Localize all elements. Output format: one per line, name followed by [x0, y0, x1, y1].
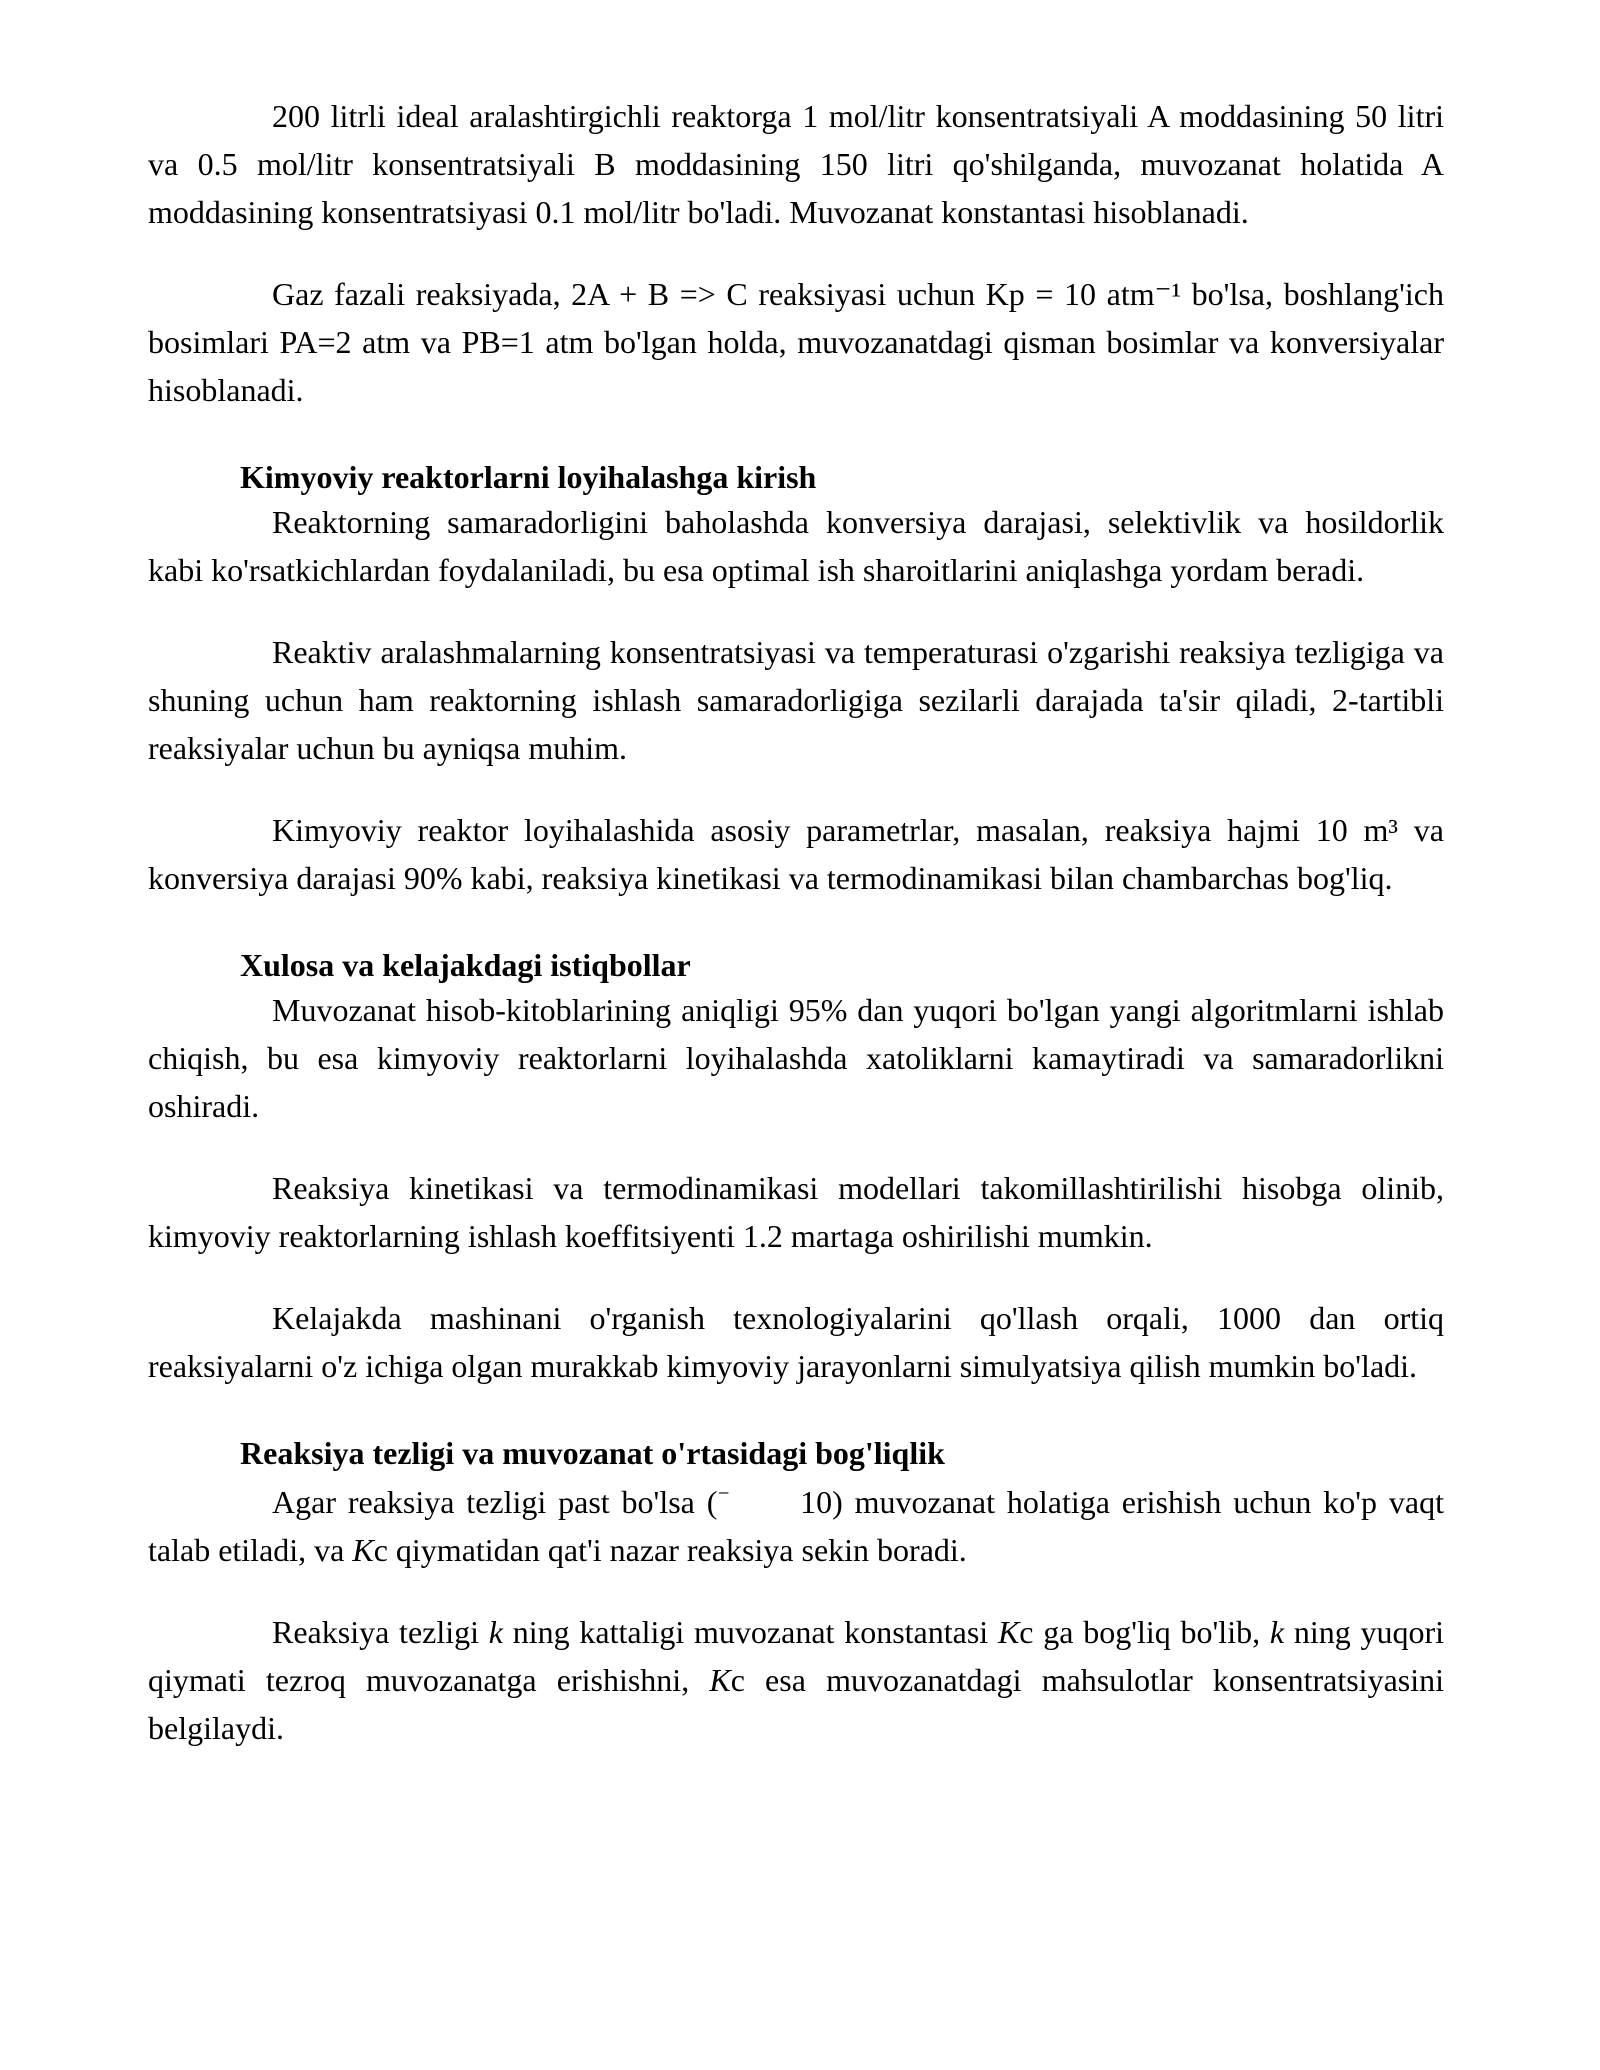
- paragraph-slow-rate: [148, 1474, 1444, 1574]
- section-heading-conclusion: Xulosa va kelajakdagi istiqbollar: [240, 947, 691, 983]
- section-heading-rate-equilibrium: Reaksiya tezligi va muvozanat o'rtasidagi bog'liqlik: [240, 1435, 945, 1471]
- paragraph-models: Reaksiya kinetikasi va termodinamikasi modellari takomillashtirilishi hisobga olinib, kimyoviy reaktorlarning ishlash koeffitsiyenti 1.2 martaga oshirilishi mumkin.: [148, 1170, 1444, 1254]
- exponent-value: 10: [800, 1484, 833, 1520]
- paragraph-algorithms: Muvozanat hisob-kitoblarining aniqligi 95% dan yuqori bo'lgan yangi algoritmlarni ishlab chiqish, bu esa kimyoviy reaktorlarni loyihalashda xatoliklarni kamaytiradi va samaradorlikni oshiradi.: [148, 992, 1444, 1124]
- text-run: c esa muvozanatdagi mahsulotlar konsentratsiyasini belgilaydi.: [148, 1662, 1445, 1746]
- paragraph-gas-phase-problem: Gaz fazali reaksiyada, 2A + B => C reaksiyasi uchun Kp = 10 atm⁻¹ bo'lsa, boshlang'ich bosimlari PA=2 atm va PB=1 atm bo'lgan holda, muvozanatdagi qisman bosimlar va konversiyalar hisoblanadi.: [148, 276, 1444, 408]
- kc-symbol: K: [352, 1532, 374, 1568]
- text-run: c ga bog'liq bo'lib,: [1019, 1614, 1270, 1650]
- text-run: Agar reaksiya tezligi past bo'lsa (: [272, 1484, 718, 1520]
- kc-symbol: K: [709, 1662, 731, 1698]
- section-heading-reactor-design: Kimyoviy reaktorlarni loyihalashga kirish: [240, 459, 817, 495]
- paragraph-concentration-temperature: Reaktiv aralashmalarning konsentratsiyasi va temperaturasi o'zgarishi reaksiya tezligiga va shuning uchun ham reaktorning ishlash samaradorligiga sezilarli darajada ta'sir qiladi, 2-tartibli reaksiyalar uchun bu ayniqsa muhim.: [148, 634, 1444, 766]
- paragraph-reactor-problem: 200 litrli ideal aralashtirgichli reaktorga 1 mol/litr konsentratsiyali A moddasining 50 litri va 0.5 mol/litr konsentratsiyali B moddasining 150 litri qo'shilganda, muvozanat holatida A moddasining konsentratsiyasi 0.1 mol/litr bo'ladi. Muvozanat konstantasi hisoblanadi.: [148, 98, 1444, 230]
- text-run: ) muvozanat holatiga erishish uchun ko'p vaqt talab etiladi, va: [148, 1484, 1445, 1568]
- text-column: [148, 92, 1444, 1752]
- paragraph-rate-constant: [148, 1608, 1444, 1752]
- text-run: ning yuqori qiymati tezroq muvozanatga erishishni,: [148, 1614, 1445, 1698]
- superscript-minus: ⁻: [717, 1485, 731, 1511]
- text-run: c qiymatidan qat'i nazar reaksiya sekin boradi.: [373, 1532, 967, 1568]
- k-symbol: k: [488, 1614, 503, 1650]
- k-symbol: k: [1269, 1614, 1285, 1650]
- text-run: Reaksiya tezligi: [272, 1614, 489, 1650]
- kc-symbol: K: [997, 1614, 1020, 1650]
- paragraph-design-parameters: Kimyoviy reaktor loyihalashida asosiy parametrlar, masalan, reaksiya hajmi 10 m³ va konversiya darajasi 90% kabi, reaksiya kinetikasi va termodinamikasi bilan chambarchas bog'liq.: [148, 812, 1444, 896]
- paragraph-reactor-efficiency: Reaktorning samaradorligini baholashda konversiya darajasi, selektivlik va hosildorlik kabi ko'rsatkichlardan foydalaniladi, bu esa optimal ish sharoitlarini aniqlashga yordam beradi.: [148, 504, 1444, 588]
- text-run: ning kattaligi muvozanat konstantasi: [503, 1614, 998, 1650]
- paragraph-machine-learning: Kelajakda mashinani o'rganish texnologiyalarini qo'llash orqali, 1000 dan ortiq reaksiyalarni o'z ichiga olgan murakkab kimyoviy jarayonlarni simulyatsiya qilish mumkin bo'ladi.: [148, 1300, 1444, 1384]
